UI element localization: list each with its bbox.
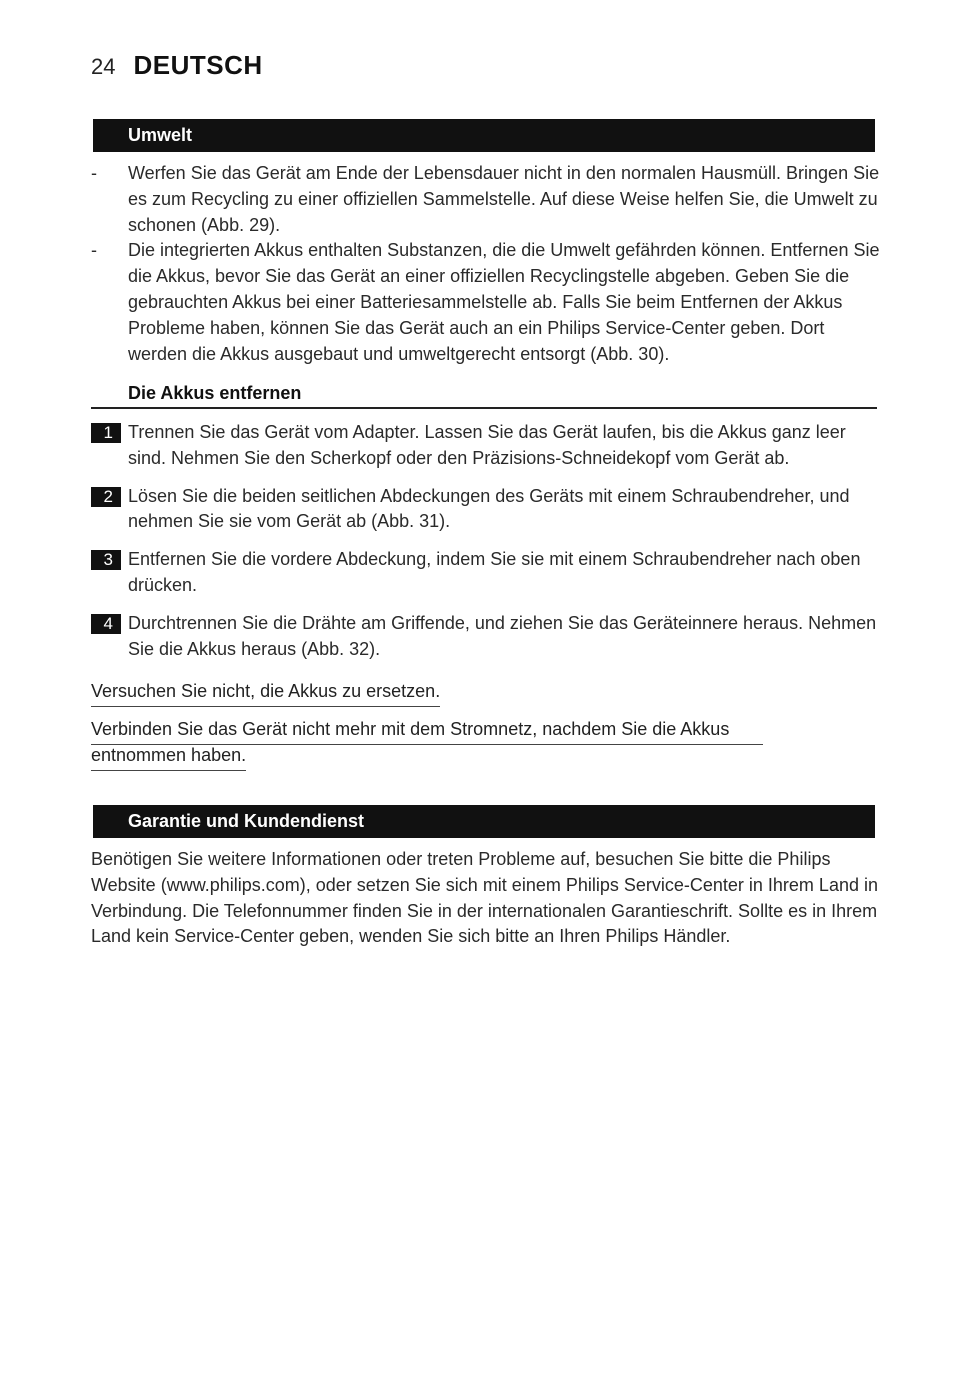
umwelt-bullet-list — [91, 161, 881, 367]
step-item — [91, 484, 881, 536]
step-number: 3 — [91, 550, 121, 570]
list-item — [91, 238, 881, 367]
step-number: 1 — [91, 423, 121, 443]
bullet-text: Werfen Sie das Gerät am Ende der Lebensdauer nicht in den normalen Hausmüll. Bringen Sie es zum Recycling zu einer offiziellen Sammelstelle. Auf diese Weise helfen Sie, die Umwelt zu schonen (Abb. 29). — [128, 163, 880, 235]
warning-note-mains: Verbinden Sie das Gerät nicht mehr mit dem Stromnetz, nachdem Sie die Akkus — [91, 717, 763, 745]
step-text: Trennen Sie das Gerät vom Adapter. Lassen Sie das Gerät laufen, bis die Akkus ganz leer sind. Nehmen Sie den Scherkopf oder den Präzisions-Schneidekopf vom Gerät ab. — [128, 422, 846, 468]
bullet-marker: - — [91, 240, 97, 261]
step-item — [91, 547, 881, 599]
step-text: Durchtrennen Sie die Drähte am Griffende, und ziehen Sie das Geräteinnere heraus. Nehmen Sie die Akkus heraus (Abb. 32). — [128, 612, 877, 659]
warning-note-mains-cont: entnommen haben. — [91, 743, 246, 771]
section-heading-umwelt: Umwelt — [93, 119, 875, 152]
step-number: 4 — [91, 614, 121, 634]
subheading-akkus-entfernen: Die Akkus entfernen — [91, 381, 877, 409]
step-text: Lösen Sie die beiden seitlichen Abdeckungen des Geräts mit einem Schraubendreher, und nehmen Sie sie vom Gerät ab (Abb. 31). — [128, 485, 850, 532]
language-title: DEUTSCH — [133, 50, 263, 80]
list-item — [91, 161, 881, 238]
bullet-marker: - — [91, 163, 97, 183]
bullet-text: Die integrierten Akkus enthalten Substanzen, die die Umwelt gefährden können. Entfernen Sie die Akkus, bevor Sie das Gerät an einer offiziellen Recyclingstelle abgeben. Geben Sie die gebrauchten Akkus bei einer Batteriesammelstelle ab. Falls Sie beim Entfernen der Akkus Probleme haben, können Sie das Gerät auch an ein Philips Service-Center geben. Dort werden die Akkus ausgebaut und umweltgerecht entsorgt (Abb. 30). — [128, 240, 880, 364]
akkus-steps-list — [91, 420, 881, 674]
section-heading-garantie: Garantie und Kundendienst — [93, 805, 875, 838]
warning-note-replace: Versuchen Sie nicht, die Akkus zu ersetzen. — [91, 679, 440, 707]
garantie-paragraph: Benötigen Sie weitere Informationen oder treten Probleme auf, besuchen Sie bitte die Philips Website (www.philips.com), oder setzen Sie sich mit einem Philips Service-Center in Ihrem Land in Verbindung. Die Telefonnummer finden Sie in der internationalen Garantieschrift. Sollte es in Ihrem Land kein Service-Center geben, wenden Sie sich bitte an Ihren Philips Händler. — [91, 849, 878, 947]
step-item — [91, 420, 881, 472]
step-item — [91, 611, 881, 663]
step-text: Entfernen Sie die vordere Abdeckung, indem Sie sie mit einem Schraubendreher nach oben drücken. — [128, 549, 861, 595]
page-header — [91, 50, 263, 81]
step-number: 2 — [91, 487, 121, 507]
page-number: 24 — [91, 54, 116, 79]
